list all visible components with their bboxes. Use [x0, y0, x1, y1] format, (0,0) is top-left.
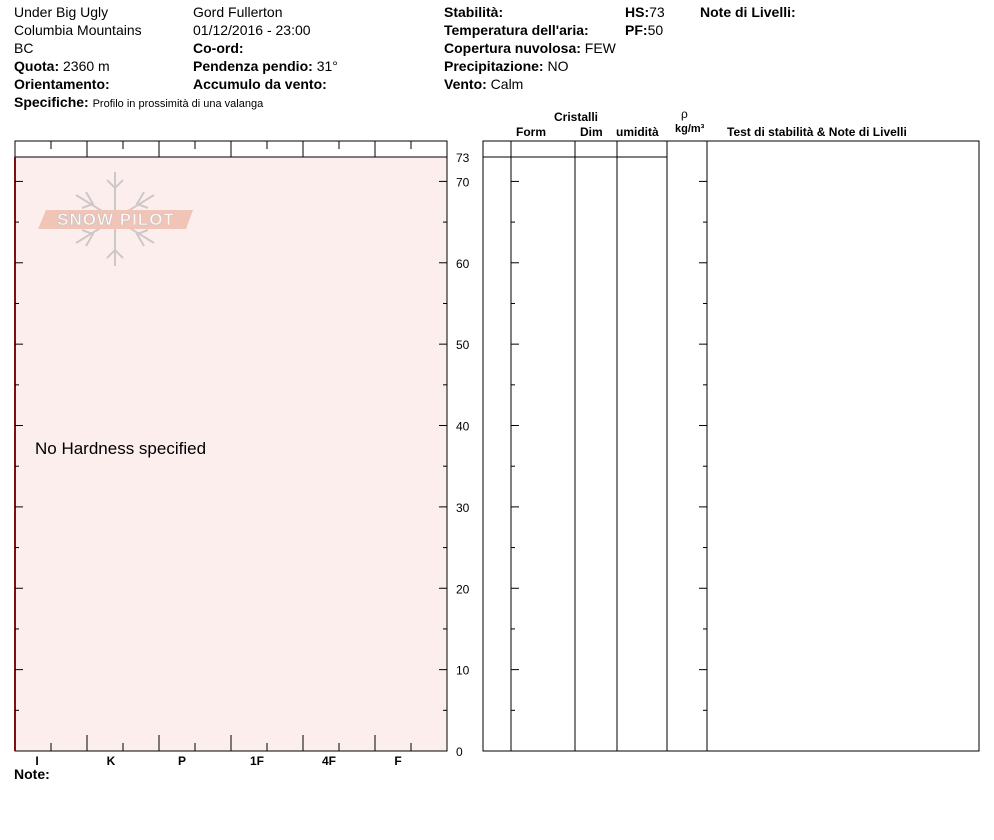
precip-value: NO [547, 58, 569, 74]
hardness-label: 1F [249, 754, 265, 768]
pf-label: PF: [625, 22, 648, 38]
hardness-labels [35, 754, 401, 768]
depth-label: 40 [456, 419, 470, 434]
coord-label: Co-ord: [193, 40, 244, 56]
hardness-label: I [35, 754, 39, 768]
hs-label: HS: [625, 4, 650, 20]
hardness-label: 4F [321, 754, 337, 768]
elevation-value: 2360 m [63, 58, 110, 74]
table-depth-ticks [511, 181, 707, 710]
slope-value: 31° [316, 58, 338, 74]
tests-header: Test di stabilità & Note di Livelli [727, 125, 907, 139]
no-hardness-text: No Hardness specified [35, 439, 207, 458]
hs-value: 73 [649, 4, 665, 20]
precip-label: Precipitazione: [444, 58, 544, 74]
moisture-header: umidità [616, 125, 659, 139]
elevation-label: Quota: [14, 58, 60, 74]
location: Under Big Ugly [14, 4, 109, 20]
depth-label: 20 [456, 582, 470, 597]
wind-label: Vento: [444, 76, 487, 92]
crystals-header: Cristalli [554, 110, 599, 124]
hardness-label: K [106, 754, 116, 768]
region: BC [14, 40, 34, 56]
pf-value: 50 [647, 22, 664, 38]
air-temp-label: Temperatura dell'aria: [444, 22, 589, 38]
stability-label: Stabilità: [444, 4, 504, 20]
cloud-value: FEW [584, 40, 616, 56]
layer-table-frame [483, 141, 979, 751]
specifics-label: Specifiche: [14, 94, 89, 110]
wind-value: Calm [490, 76, 524, 92]
form-header: Form [516, 125, 546, 139]
notes-label: Note: [14, 766, 50, 782]
hardness-label: F [394, 754, 402, 768]
depth-labels [456, 175, 470, 759]
depth-label: 30 [456, 500, 470, 515]
layer-notes-label: Note di Livelli: [700, 4, 796, 20]
slope-label: Pendenza pendio: [193, 58, 313, 74]
specifics-value: Profilo in prossimità di una valanga [92, 98, 264, 110]
depth-label: 60 [456, 256, 470, 271]
dim-header: Dim [580, 125, 603, 139]
hardness-label: P [177, 754, 187, 768]
logo-text: SNOW PILOT [57, 210, 175, 229]
rho-header: ρ [681, 107, 688, 121]
depth-label: 10 [456, 663, 470, 678]
mountain-range: Columbia Mountains [14, 22, 142, 38]
wind-loading-label: Accumulo da vento: [193, 76, 327, 92]
datetime: 01/12/2016 - 23:00 [193, 22, 311, 38]
observer: Gord Fullerton [193, 4, 283, 20]
depth-label: 0 [456, 745, 463, 759]
depth-label: 50 [456, 338, 470, 353]
hs-depth-label: 73 [456, 151, 470, 165]
depth-label: 70 [456, 175, 470, 190]
aspect-label: Orientamento: [14, 76, 110, 92]
cloud-label: Copertura nuvolosa: [444, 40, 581, 56]
density-unit-header: kg/m³ [675, 123, 705, 135]
